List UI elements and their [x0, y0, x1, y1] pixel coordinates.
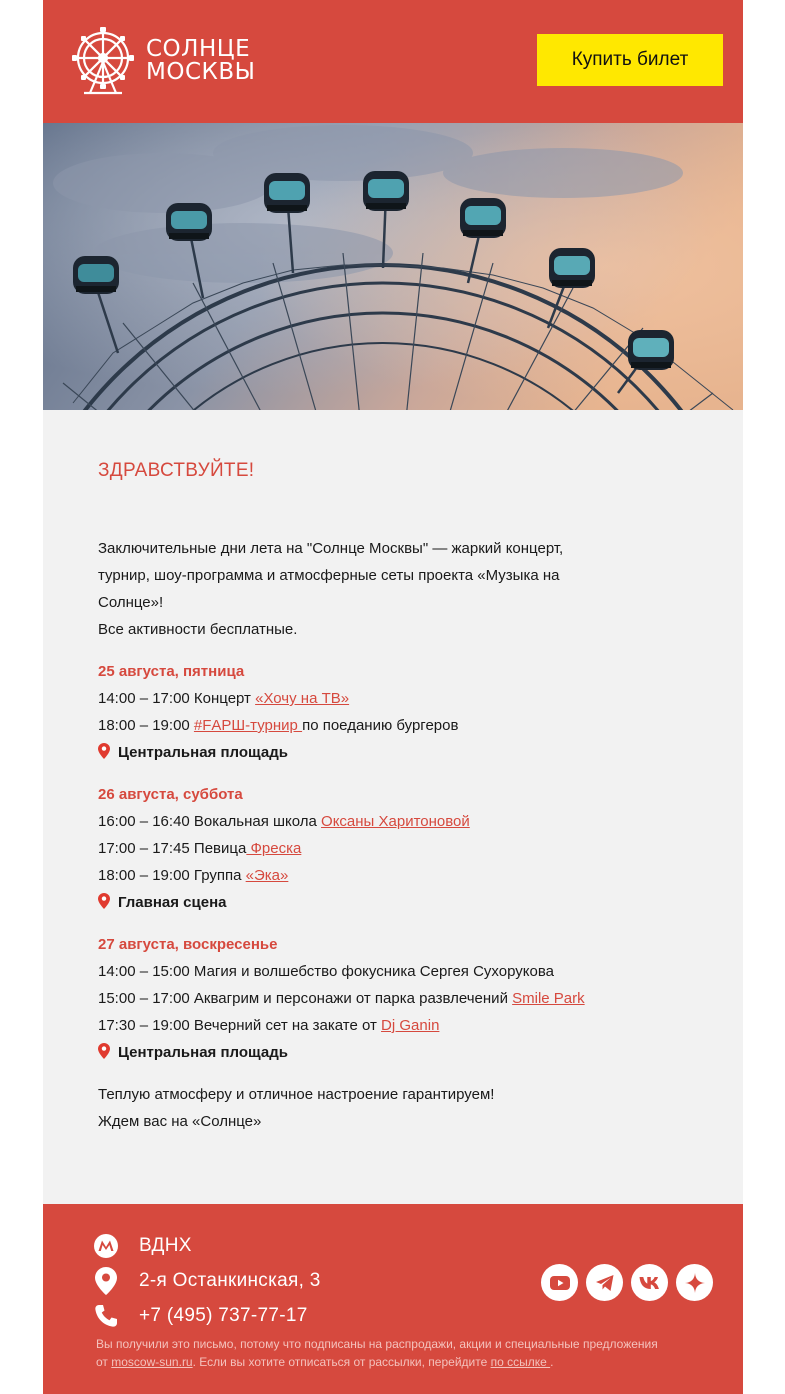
event-line: [98, 862, 618, 889]
day-block-26: [98, 781, 618, 916]
youtube-button[interactable]: [541, 1264, 578, 1301]
disclaimer-text: . Если вы хотите отписаться от рассылки, перейдите: [192, 1355, 491, 1369]
pin-icon: [98, 743, 110, 759]
event-link[interactable]: #FАРШ-турнир: [193, 717, 303, 734]
telegram-icon: [595, 1274, 615, 1292]
youtube-icon: [550, 1276, 570, 1290]
intro-line1: Заключительные дни лета на "Солнце Москвы" — жаркий концерт,: [98, 540, 564, 557]
event-line: [98, 712, 618, 739]
content-section: [43, 410, 743, 1204]
disclaimer-text: Вы получили это письмо, потому что подписаны на распродажи, акции и специальные предложения: [96, 1337, 658, 1351]
event-line: [98, 1012, 618, 1039]
event-line: [98, 835, 618, 862]
closing-line1: Теплую атмосферу и отличное настроение гарантируем!: [98, 1086, 495, 1103]
event-link[interactable]: Оксаны Харитоновой: [321, 813, 470, 830]
pin-icon: [98, 1043, 110, 1059]
event-text: 14:00 – 15:00 Магия и волшебство фокусника Сергея Сухорукова: [98, 963, 554, 980]
day-block-27: [98, 931, 618, 1066]
event-text: 17:00 – 17:45 Певица: [98, 840, 247, 857]
footer: [43, 1204, 743, 1394]
intro-line3: Солнце»!: [98, 594, 164, 611]
closing-line2: Ждем вас на «Солнце»: [98, 1113, 262, 1130]
metro-icon: [93, 1233, 119, 1259]
day-title: 25 августа, пятница: [98, 663, 245, 680]
header: [43, 0, 743, 123]
unsubscribe-disclaimer: [96, 1335, 696, 1371]
vk-icon: [639, 1276, 661, 1290]
closing-text: [98, 1081, 618, 1135]
event-text: 17:30 – 19:00 Вечерний сет на закате от: [98, 1017, 382, 1034]
event-text-after: по поеданию бургеров: [302, 717, 459, 734]
event-link[interactable]: Dj Ganin: [381, 1017, 440, 1034]
event-place: [98, 1039, 618, 1066]
day-block-25: [98, 658, 618, 766]
site-link[interactable]: moscow-sun.ru: [111, 1355, 193, 1369]
address-text: 2-я Останкинская, 3: [139, 1270, 321, 1291]
event-place: [98, 889, 618, 916]
logo[interactable]: [72, 27, 255, 95]
place-label: Центральная площадь: [118, 744, 288, 761]
event-line: [98, 685, 618, 712]
intro-line4: Все активности бесплатные.: [98, 621, 298, 638]
footer-phone: [93, 1303, 308, 1329]
buy-ticket-button[interactable]: Купить билет: [537, 34, 723, 86]
yandex-zen-icon: [685, 1273, 705, 1293]
event-text: 16:00 – 16:40 Вокальная школа: [98, 813, 322, 830]
telegram-button[interactable]: [586, 1264, 623, 1301]
event-text: 18:00 – 19:00: [98, 717, 194, 734]
event-text: 18:00 – 19:00 Группа: [98, 867, 246, 884]
event-line: [98, 958, 618, 985]
event-text: 14:00 – 17:00 Концерт: [98, 690, 256, 707]
intro-line2: турнир, шоу-программа и атмосферные сеты проекта «Музыка на: [98, 567, 560, 584]
phone-number[interactable]: +7 (495) 737-77-17: [139, 1305, 308, 1326]
place-label: Центральная площадь: [118, 1044, 288, 1061]
logo-line1: СОЛНЦЕ: [146, 36, 251, 62]
place-label: Главная сцена: [118, 894, 227, 911]
day-title: 27 августа, воскресенье: [98, 936, 278, 953]
hero-image: [43, 123, 743, 410]
event-link[interactable]: «Эка»: [245, 867, 289, 884]
event-link[interactable]: Фреска: [246, 840, 302, 857]
footer-metro: [93, 1233, 192, 1259]
pin-icon: [98, 893, 110, 909]
ferris-wheel-photo: [43, 123, 743, 410]
disclaimer-text: .: [550, 1355, 554, 1369]
event-link[interactable]: Smile Park: [512, 990, 585, 1007]
metro-station: ВДНХ: [139, 1235, 192, 1256]
email-container: [43, 0, 743, 1394]
footer-address: [93, 1268, 321, 1294]
logo-text: [146, 38, 255, 84]
day-title: 26 августа, суббота: [98, 786, 243, 803]
greeting-heading: ЗДРАВСТВУЙТЕ!: [98, 460, 255, 481]
location-pin-icon: [93, 1268, 119, 1294]
vk-button[interactable]: [631, 1264, 668, 1301]
event-link[interactable]: «Хочу на ТВ»: [255, 690, 350, 707]
body-text: [98, 535, 618, 1135]
event-line: [98, 808, 618, 835]
zen-button[interactable]: [676, 1264, 713, 1301]
event-place: [98, 739, 618, 766]
phone-icon: [93, 1303, 119, 1329]
disclaimer-text: от: [96, 1355, 112, 1369]
unsubscribe-link[interactable]: по ссылке: [490, 1355, 551, 1369]
logo-line2: МОСКВЫ: [146, 59, 256, 85]
event-line: [98, 985, 618, 1012]
ferris-wheel-logo-icon: [72, 27, 134, 95]
event-text: 15:00 – 17:00 Аквагрим и персонажи от парка развлечений: [98, 990, 513, 1007]
